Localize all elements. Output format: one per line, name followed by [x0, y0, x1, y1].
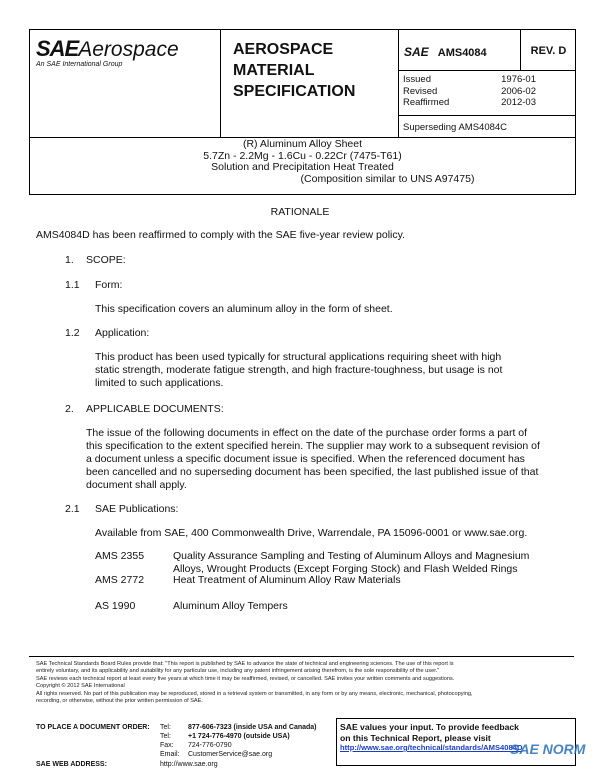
- revised-date: 2006-02: [501, 85, 536, 97]
- header-box: [29, 29, 576, 138]
- footer-line: SAE reviews each technical report at least every five years at which time it may be reaffirmed, revised, or cancelled. SAE invites your written comments and suggestions.: [36, 675, 455, 682]
- tel-value: 877-606-7323 (inside USA and Canada): [188, 724, 317, 731]
- superseding: Superseding AMS4084C: [403, 122, 508, 133]
- sae-aerospace-logo: [36, 36, 179, 62]
- ref-title-line: Quality Assurance Sampling and Testing of Aluminum Alloys and Magnesium: [173, 550, 530, 562]
- contact-values: [188, 723, 317, 759]
- application-paragraph: [95, 351, 502, 390]
- ref-title: Heat Treatment of Aluminum Alloy Raw Materials: [173, 574, 401, 586]
- logo-sae-text: SAE: [36, 36, 79, 61]
- spec-title-line: AEROSPACE: [233, 41, 334, 58]
- paragraph-line: document shall apply.: [86, 479, 187, 491]
- form-text: This specification covers an aluminum alloy in the form of sheet.: [95, 303, 393, 315]
- issued-label: Issued: [403, 74, 431, 85]
- doc-title: [30, 136, 575, 185]
- applicable-paragraph: [86, 427, 540, 492]
- logo-aerospace-text: Aerospace: [78, 38, 179, 61]
- web-label: SAE WEB ADDRESS:: [36, 761, 107, 768]
- section-2-heading: APPLICABLE DOCUMENTS:: [86, 403, 224, 415]
- footer-line: recording, or otherwise, without the prior written permission of SAE.: [36, 698, 203, 705]
- doc-title-box: [29, 136, 576, 195]
- section-1-2-number: 1.2: [65, 327, 80, 339]
- section-2-number: 2.: [65, 403, 74, 415]
- paragraph-line: limited to such applications.: [95, 377, 224, 389]
- section-1-1-heading: Form:: [95, 279, 123, 291]
- reaffirmed-label: Reaffirmed: [403, 97, 450, 108]
- paragraph-line: this specification to the extent specified herein. The supplier may work to a subsequent revision of: [86, 440, 540, 452]
- ref-title: Aluminum Alloy Tempers: [173, 600, 288, 612]
- footer-divider: [29, 656, 574, 657]
- email-label: Email:: [160, 751, 180, 758]
- section-2-1-number: 2.1: [65, 503, 80, 515]
- web-link[interactable]: http://www.sae.org: [160, 761, 218, 768]
- doc-number-cell: [404, 45, 487, 59]
- spec-title-line: SPECIFICATION: [233, 83, 356, 100]
- sae-norm-watermark: SAE NORM: [510, 741, 586, 757]
- footer-line: SAE Technical Standards Board Rules provide that: "This report is published by SAE to advance the state of technical and engineering sciences. The use of this report is: [36, 661, 454, 667]
- contact-labels: [160, 723, 179, 759]
- section-1-1-number: 1.1: [65, 279, 80, 291]
- available-from: Available from SAE, 400 Commonwealth Drive, Warrendale, PA 15096-0001 or www.sae.org.: [95, 527, 528, 539]
- ref-code: AMS 2355: [95, 550, 145, 562]
- ref-code: AS 1990: [95, 600, 136, 612]
- date-labels: [403, 74, 449, 109]
- footer-line: All rights reserved. No part of this publication may be reproduced, stored in a retrieval system or transmitted, in any form or by any means, electronic, mechanical, photocopying,: [36, 690, 473, 697]
- reaffirmed-date: 2012-03: [501, 97, 536, 108]
- rationale-text: AMS4084D has been reaffirmed to comply with the SAE five-year review policy.: [36, 229, 406, 241]
- order-label: TO PLACE A DOCUMENT ORDER:: [36, 724, 150, 731]
- doc-title-line: (Composition similar to UNS A97475): [300, 172, 475, 185]
- footer-line: Copyright © 2012 SAE International: [36, 683, 125, 690]
- paragraph-line: been cancelled and no superseding document has been specified, the last published issue of that: [86, 466, 539, 478]
- section-1-number: 1.: [65, 254, 74, 266]
- paragraph-line: The issue of the following documents in effect on the date of the purchase order forms a part of: [86, 427, 528, 439]
- paragraph-line: a document unless a specific document issue is specified. When the referenced document has: [86, 453, 525, 465]
- fax-label: Fax:: [160, 742, 174, 749]
- rationale-heading: RATIONALE: [270, 206, 330, 218]
- ref-title-line: Alloys, Wrought Products (Except Forging Stock) and Flash Welded Rings: [173, 563, 518, 575]
- ref-title: [173, 550, 529, 576]
- email-link[interactable]: CustomerService@sae.org: [188, 751, 273, 758]
- footer-line: entirely voluntary, and its applicability and suitability for any particular use, including any patent infringement arising therefrom, is the sole responsibility of the user.": [36, 668, 440, 675]
- tel-value: +1 724-776-4970 (outside USA): [188, 733, 290, 740]
- sae-small-logo: SAE: [404, 45, 429, 59]
- section-1-heading: SCOPE:: [86, 254, 126, 266]
- footer-notice: [36, 661, 576, 705]
- spec-title-line: MATERIAL: [233, 62, 315, 79]
- issued-date: 1976-01: [501, 74, 536, 85]
- doc-title-line: 5.7Zn - 2.2Mg - 1.6Cu - 0.22Cr (7475-T61): [203, 149, 402, 162]
- feedback-link[interactable]: http://www.sae.org/technical/standards/AMS4084D: [340, 743, 523, 752]
- date-values: [481, 74, 536, 109]
- doc-number: AMS4084: [437, 47, 487, 59]
- spec-title: [221, 39, 355, 102]
- doc-title-line: Solution and Precipitation Heat Treated: [211, 161, 394, 174]
- tel-label: Tel:: [160, 724, 171, 731]
- tel-label: Tel:: [160, 733, 171, 740]
- paragraph-line: static strength, moderate fatigue strength, and high fracture-toughness, but usage is not: [95, 364, 503, 376]
- fax-value: 724-776-0790: [188, 742, 232, 749]
- feedback-line: on this Technical Report, please visit: [340, 732, 491, 743]
- doc-title-line: (R) Aluminum Alloy Sheet: [242, 138, 363, 150]
- rev-label: REV. D: [530, 45, 567, 57]
- paragraph-line: This product has been used typically for structural applications requiring sheet with high: [95, 351, 502, 363]
- logo-subtitle: An SAE International Group: [36, 61, 123, 68]
- section-2-1-heading: SAE Publications:: [95, 503, 179, 515]
- feedback-line: SAE values your input. To provide feedback: [340, 722, 519, 732]
- ref-code: AMS 2772: [95, 574, 145, 586]
- revised-label: Revised: [403, 85, 438, 97]
- section-1-2-heading: Application:: [95, 327, 150, 339]
